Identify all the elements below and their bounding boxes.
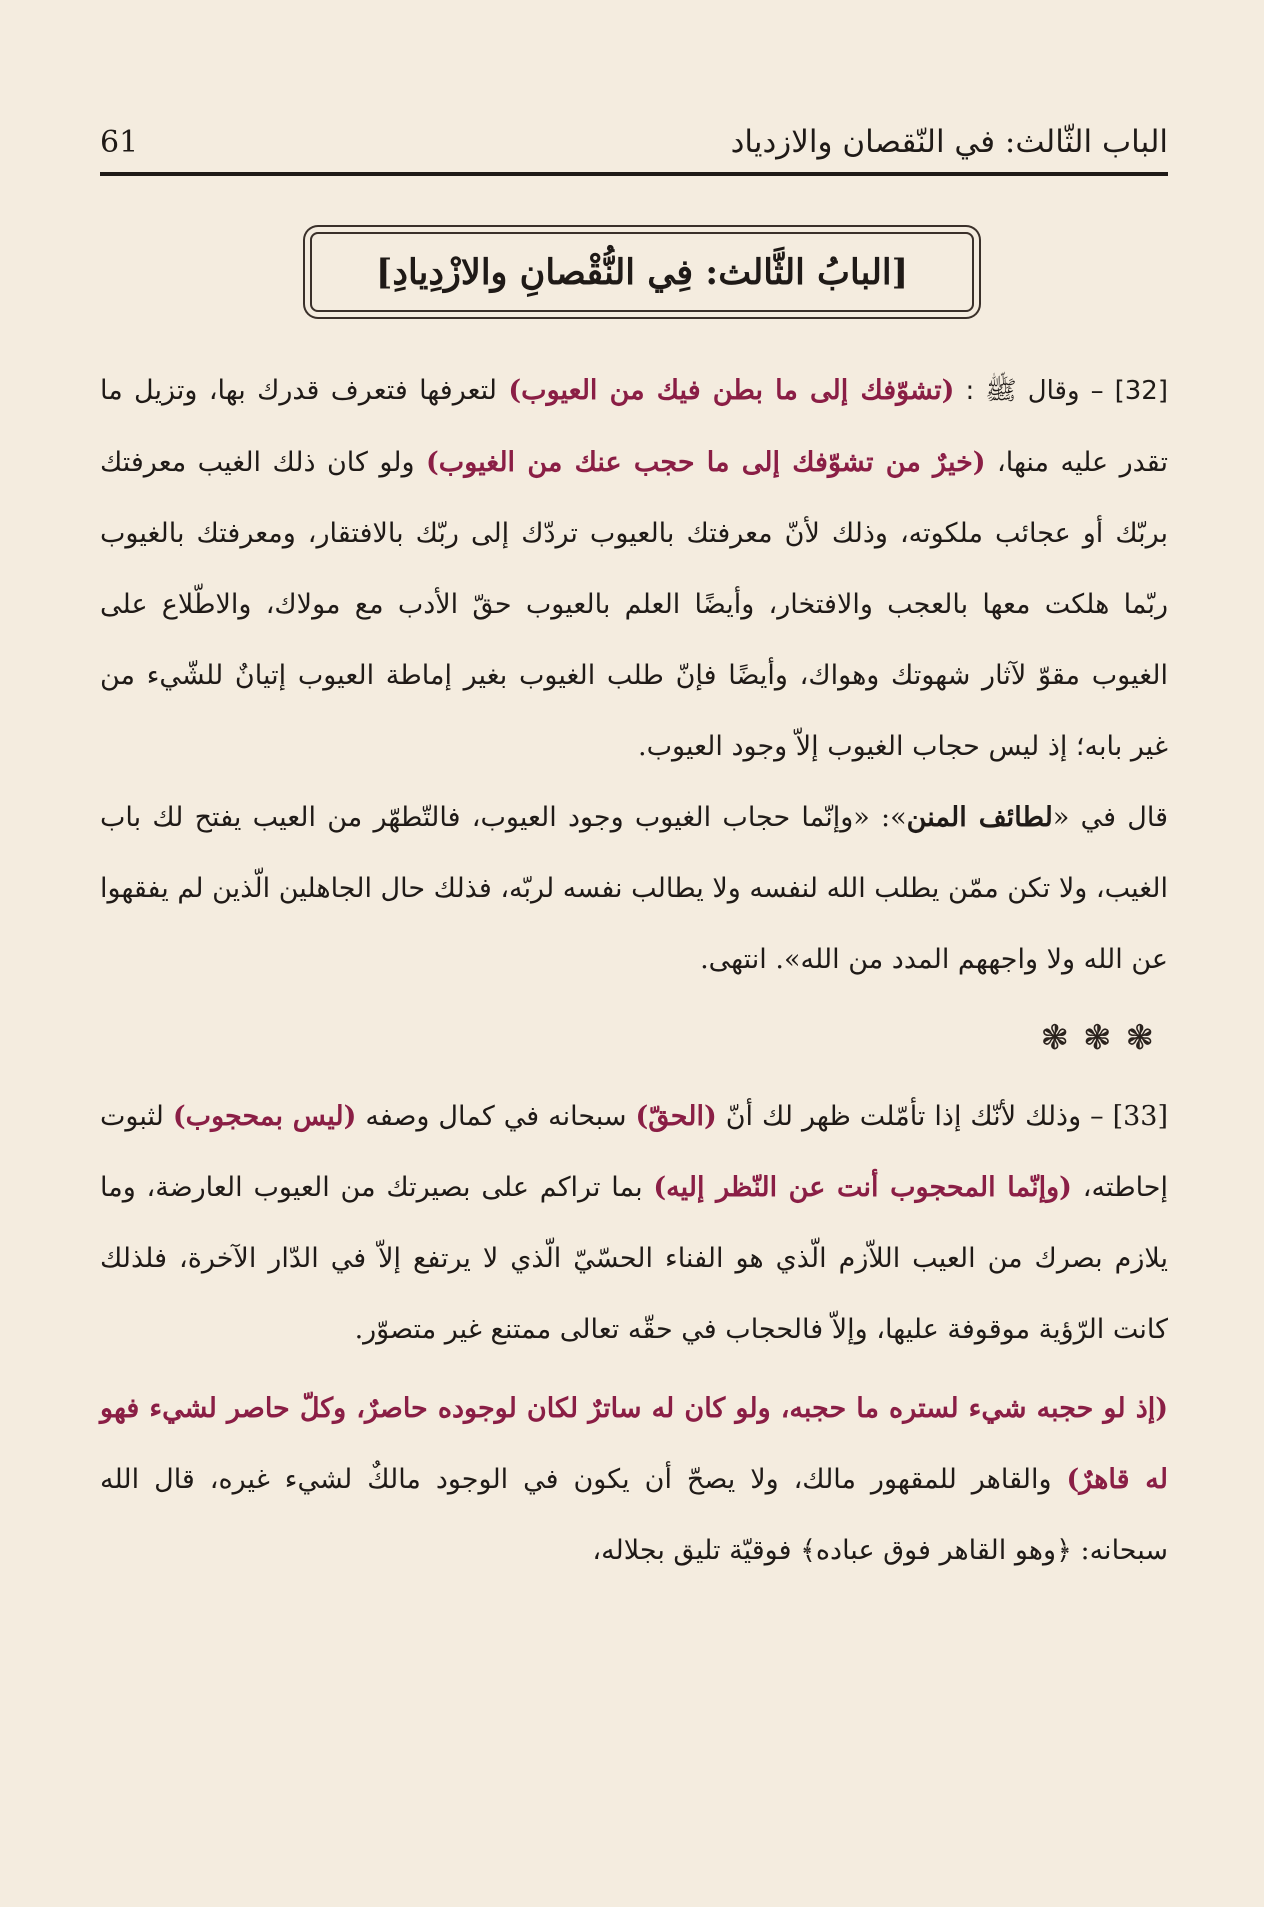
para33-text-2: لثبوت إحاطته، — [100, 1101, 1168, 1203]
header-rule — [100, 172, 1168, 176]
para32-text-1: لتعرفها فتعرف قدرك بها، وتزيل ما تقدر عليه منها، — [100, 375, 1168, 478]
running-title: الباب الثّالث: في النّقصان والازدياد — [730, 124, 1168, 160]
para33-opening: [33] – وذلك لأنّك إذا تأمّلت ظهر لك أنّ — [716, 1101, 1169, 1132]
flower-ornament-icon: ❃ — [1125, 1018, 1168, 1058]
para33-highlight-1: (الحقّ) — [635, 1101, 717, 1132]
para34-aphorism: (إذ لو حجبه شيء لستره ما حجبه، ولو كان له ساترٌ لكان لوجوده حاصرٌ، وكلّ حاصر لشيء فهو له قاهرٌ) — [100, 1393, 1168, 1495]
chapter-title: [البابُ الثَّالث: فِي النُّقْصانِ والازْدِيادِ] — [375, 251, 909, 293]
flower-ornament-icon: ❃ — [1040, 1018, 1083, 1058]
body-text — [100, 355, 1168, 1586]
para32-aphorism-1: (تشوّفك إلى ما بطن فيك من العيوب) — [508, 375, 955, 406]
para32-opening: [32] – وقال ﷺ : — [954, 376, 1169, 406]
para33-text-1: سبحانه في كمال وصفه — [356, 1101, 636, 1132]
paragraph-34 — [100, 1373, 1168, 1586]
para34-text: والقاهر للمقهور مالك، ولا يصحّ أن يكون في الوجود مالكٌ لشيء غيره، قال الله سبحانه: ﴿وهو القاهر فوق عباده﴾ فوقيّة تليق بجلاله، — [100, 1464, 1168, 1566]
quote-book-title: لطائف المنن — [906, 802, 1053, 833]
paragraph-quote — [100, 782, 1168, 995]
page-number: 61 — [100, 125, 139, 160]
quote-text: »: «وإنّما حجاب الغيوب وجود العيوب، فالتّطهّر من العيب يفتح لك باب الغيب، ولا تكن ممّن يطلب الله لنفسه ولا يطالب نفسه لربّه، فذلك حال الجاهلين الّذين لم يفقهوا عن الله ولا واجههم المدد من الله». انتهى. — [100, 802, 1168, 975]
para32-aphorism-2: (خيرٌ من تشوّفك إلى ما حجب عنك من الغيوب) — [426, 447, 986, 478]
para32-text-2: ولو كان ذلك الغيب معرفتك بربّك أو عجائب ملكوته، وذلك لأنّ معرفتك بالعيوب تردّك إلى ربّك بالافتقار، ومعرفتك بالغيوب ربّما هلكت معها بالعجب والافتخار، وأيضًا العلم بالعيوب حقّ الأدب مع مولاك، والاطّلاع على الغيوب مقوّ لآثار شهوتك وهواك، وأيضًا فإنّ طلب الغيوب بغير إماطة العيوب إتيانٌ للشّيء من غير بابه؛ إذ ليس حجاب الغيوب إلاّ وجود العيوب. — [100, 447, 1168, 762]
para33-text-3: بما تراكم على بصيرتك من العيوب العارضة، وما يلازم بصرك من العيب اللاّزم الّذي هو الفناء الحسّيّ الّذي لا يرتفع إلاّ في الدّار الآخرة، فلذلك كانت الرّؤية موقوفة عليها، وإلاّ فالحجاب في حقّه تعالى ممتنع غير متصوّر. — [100, 1172, 1168, 1345]
chapter-title-frame — [310, 232, 974, 312]
para33-highlight-3: (وإنّما المحجوب أنت عن النّظر إليه) — [653, 1172, 1072, 1203]
running-header — [100, 100, 1168, 160]
flower-ornament-icon: ❃ — [1083, 1018, 1126, 1058]
para33-highlight-2: (ليس بمحجوب) — [172, 1101, 357, 1132]
section-ornaments — [100, 995, 1168, 1081]
paragraph-32 — [100, 355, 1168, 782]
quote-intro: قال في « — [1052, 802, 1168, 833]
paragraph-33 — [100, 1081, 1168, 1365]
